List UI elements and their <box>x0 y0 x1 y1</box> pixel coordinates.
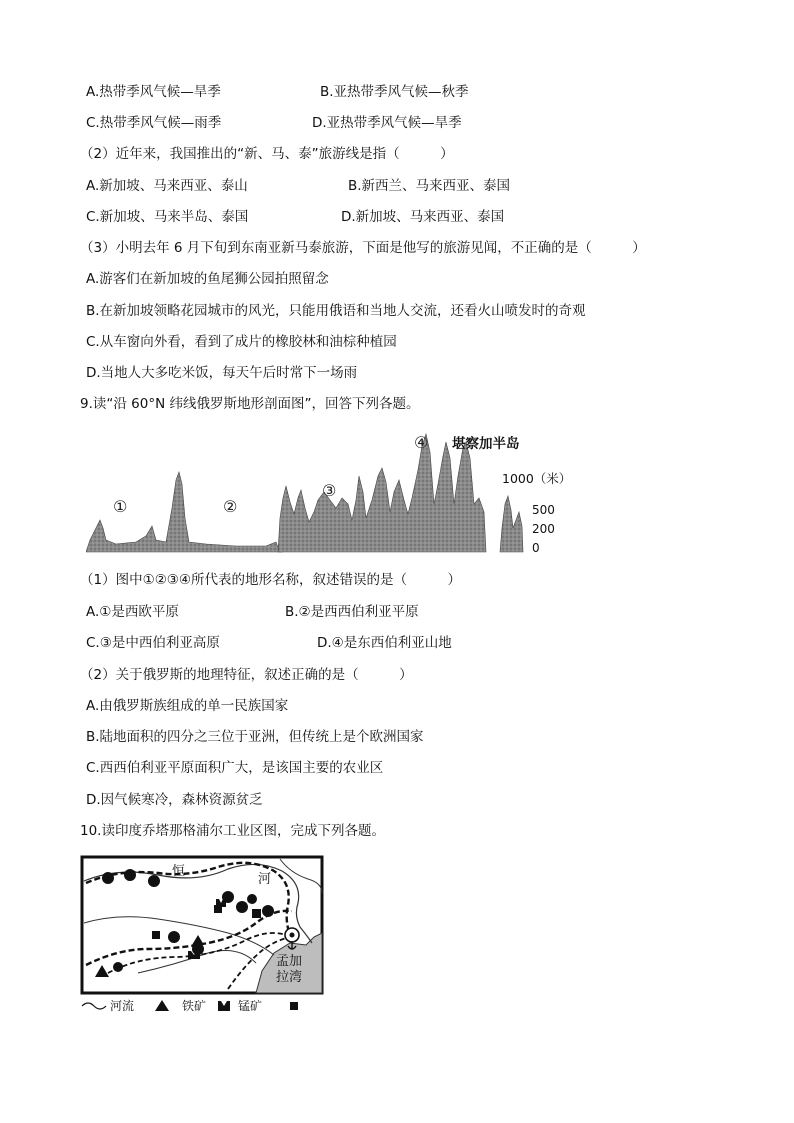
q9-2-stem: （2）关于俄罗斯的地理特征，叙述正确的是（ ） <box>80 667 413 683</box>
q8-2-stem: （2）近年来，我国推出的“新、马、泰”旅游线是指（ ） <box>80 146 454 162</box>
legend-iron-symbol <box>155 1000 169 1011</box>
profile-label-3: ③ <box>322 481 337 500</box>
city-dot <box>262 905 274 917</box>
legend-manganese-symbol <box>218 1001 230 1011</box>
profile-label-2: ② <box>223 497 238 516</box>
q8-1-option-b: B.亚热带季风气候—秋季 <box>320 84 469 100</box>
legend-manganese-label: 锰矿 <box>238 999 263 1013</box>
profile-tick-500: 500 <box>532 503 555 517</box>
port-center-dot <box>290 933 295 938</box>
profile-unit-label: 1000（米） <box>502 471 572 486</box>
q8-2-option-a: A.新加坡、马来西亚、泰山 <box>86 178 248 194</box>
q9-1-option-a: A.①是西欧平原 <box>86 604 179 620</box>
q9-stem: 9.读“沿 60°N 纬线俄罗斯地形剖面图”，回答下列各题。 <box>80 396 420 412</box>
q8-3-stem: （3）小明去年 6 月下旬到东南亚新马泰旅游，下面是他写的旅游见闻，不正确的是（ ） <box>80 240 646 256</box>
q8-2-option-c: C.新加坡、马来半岛、泰国 <box>86 209 249 225</box>
city-dot <box>102 872 114 884</box>
bay-label-line-1: 孟加 <box>276 954 303 969</box>
q9-1-option-d: D.④是东西伯利亚山地 <box>317 635 452 651</box>
river-char-2: 河 <box>258 872 272 887</box>
q8-3-option-d: D.当地人大多吃米饭，每天午后时常下一场雨 <box>86 365 358 381</box>
q8-3-option-b: B.在新加坡领略花园城市的风光，只能用俄语和当地人交流，还看火山喷发时的奇观 <box>86 303 586 319</box>
q9-2-option-a: A.由俄罗斯族组成的单一民族国家 <box>86 698 289 714</box>
legend-square-symbol <box>290 1002 298 1010</box>
q9-2-option-c: C.西西伯利亚平原面积广大，是该国主要的农业区 <box>86 760 384 776</box>
industrial-region-map <box>78 853 348 1019</box>
profile-label-1: ① <box>113 497 128 516</box>
q10-stem: 10.读印度乔塔那格浦尔工业区图，完成下列各题。 <box>80 823 385 839</box>
q8-3-option-a: A.游客们在新加坡的鱼尾狮公园拍照留念 <box>86 271 329 287</box>
terrain-profile-figure <box>86 428 586 560</box>
profile-region-label: 堪察加半岛 <box>452 436 520 452</box>
q9-1-option-c: C.③是中西伯利亚高原 <box>86 635 220 651</box>
q8-2-option-b: B.新西兰、马来西亚、泰国 <box>348 178 511 194</box>
profile-label-4: ④ <box>414 433 429 452</box>
square-marker <box>252 909 261 918</box>
legend-iron-label: 铁矿 <box>182 999 207 1013</box>
city-dot <box>113 962 123 972</box>
city-dot <box>168 931 180 943</box>
city-dot <box>236 901 248 913</box>
q9-2-option-b: B.陆地面积的四分之三位于亚洲，但传统上是个欧洲国家 <box>86 729 424 745</box>
q8-3-option-c: C.从车窗向外看，看到了成片的橡胶林和油棕种植园 <box>86 334 397 350</box>
q8-1-option-c: C.热带季风气候—雨季 <box>86 115 222 131</box>
legend-river-label: 河流 <box>110 999 135 1013</box>
q8-1-option-d: D.亚热带季风气候—旱季 <box>312 115 462 131</box>
q8-2-option-d: D.新加坡、马来西亚、泰国 <box>341 209 505 225</box>
city-dot <box>124 869 136 881</box>
q9-2-option-d: D.因气候寒冷，森林资源贫乏 <box>86 792 263 808</box>
q9-1-stem: （1）图中①②③④所代表的地形名称，叙述错误的是（ ） <box>80 572 461 588</box>
river-char-1: 恒 <box>172 864 186 879</box>
square-marker <box>152 931 160 939</box>
q9-1-option-b: B.②是西西伯利亚平原 <box>285 604 419 620</box>
legend-river-symbol <box>82 1003 106 1009</box>
terrain-kamchatka-silhouette <box>500 496 523 552</box>
city-dot <box>247 894 257 904</box>
profile-tick-200: 200 <box>532 522 555 536</box>
square-marker <box>214 905 222 913</box>
city-dot <box>148 875 160 887</box>
bay-label-line-2: 拉湾 <box>276 970 303 985</box>
profile-tick-0: 0 <box>532 541 540 555</box>
q8-1-option-a: A.热带季风气候—旱季 <box>86 84 221 100</box>
